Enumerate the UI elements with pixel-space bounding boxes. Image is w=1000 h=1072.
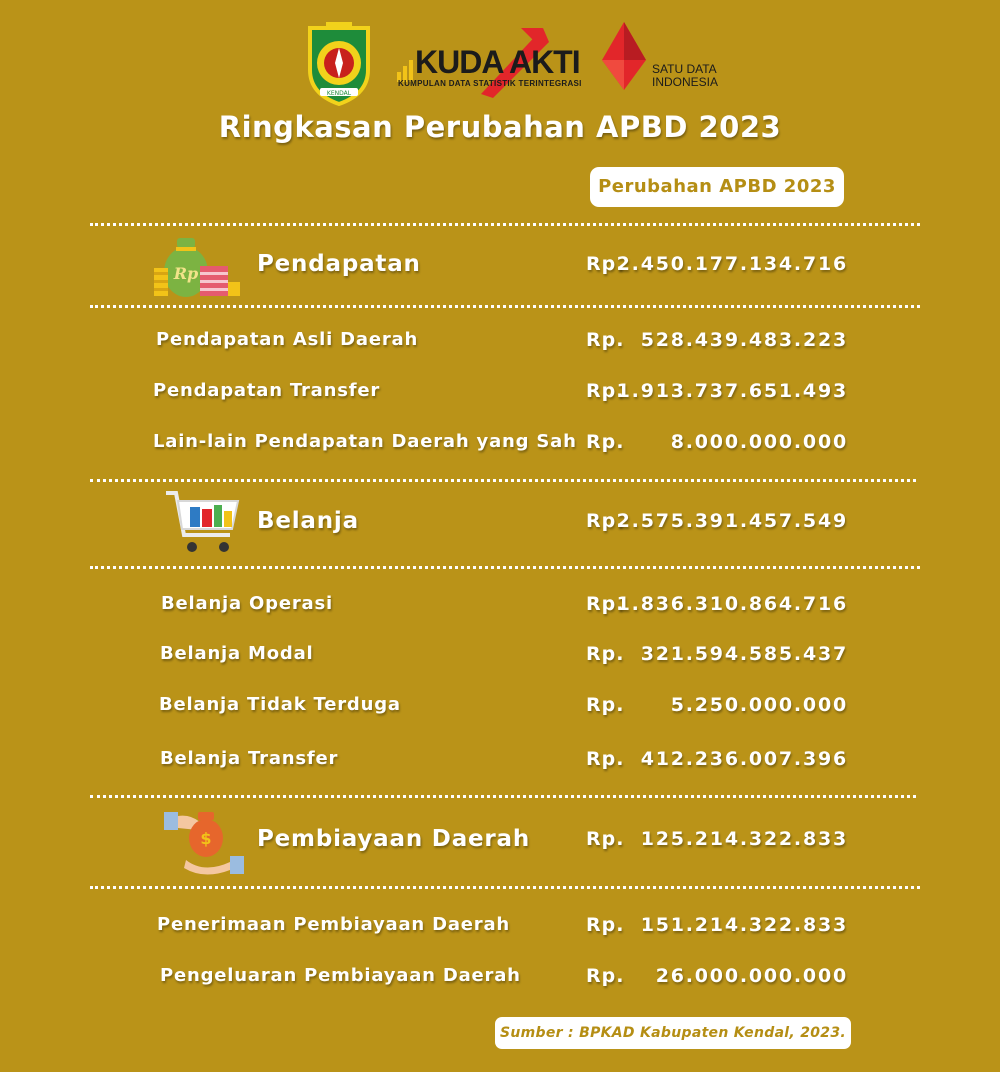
belanja-total-row: [0, 501, 1000, 541]
source-note: Sumber : BPKAD Kabupaten Kendal, 2023.: [495, 1017, 851, 1049]
row-label: Pengeluaran Pembiayaan Daerah: [160, 965, 521, 986]
table-row: [0, 320, 1000, 360]
column-header: Perubahan APBD 2023: [590, 167, 844, 207]
table-row: [0, 584, 1000, 624]
currency-label: Rp.: [586, 329, 625, 351]
divider: [90, 886, 920, 889]
section-title-pendapatan: Pendapatan: [257, 251, 421, 277]
row-label: Penerimaan Pembiayaan Daerah: [157, 914, 511, 935]
kendal-logo-text: KENDAL: [326, 90, 352, 97]
table-row: [0, 371, 1000, 411]
kuda-akti-tagline: KUMPULAN DATA STATISTIK TERINTEGRASI: [398, 79, 582, 88]
row-label: Belanja Modal: [160, 643, 314, 664]
row-value: 26.000.000.000: [655, 965, 848, 987]
currency-label: Rp.: [586, 253, 625, 275]
row-value: 1.913.737.651.493: [616, 380, 848, 402]
satu-data-indonesia-logo: [600, 20, 652, 92]
section-title-belanja: Belanja: [257, 508, 359, 534]
currency-label: Rp.: [586, 593, 625, 615]
divider: [90, 223, 920, 226]
logo-bar: [0, 16, 1000, 106]
currency-label: Rp.: [586, 828, 625, 850]
row-label: Belanja Transfer: [160, 748, 339, 769]
satu-data-line1: SATU DATA: [652, 62, 717, 76]
table-row: [0, 905, 1000, 945]
section-title-pembiayaan: Pembiayaan Daerah: [257, 826, 531, 852]
row-label: Belanja Operasi: [161, 593, 333, 614]
currency-label: Rp.: [586, 748, 625, 770]
divider: [90, 305, 920, 308]
table-row: [0, 739, 1000, 779]
satu-data-line2: INDONESIA: [652, 75, 719, 89]
table-row: [0, 685, 1000, 725]
satu-data-indonesia-text: [652, 63, 718, 89]
currency-label: Rp.: [586, 965, 625, 987]
currency-label: Rp.: [586, 510, 625, 532]
row-value: 5.250.000.000: [670, 694, 848, 716]
divider: [90, 795, 916, 798]
row-value: 8.000.000.000: [670, 431, 848, 453]
row-label: Lain-lain Pendapatan Daerah yang Sah: [153, 431, 577, 452]
row-label: Pendapatan Transfer: [153, 380, 381, 401]
pendapatan-total-row: [0, 244, 1000, 284]
row-value: 321.594.585.437: [640, 643, 848, 665]
belanja-total-value: 2.575.391.457.549: [616, 510, 848, 532]
row-value: 151.214.322.833: [640, 914, 848, 936]
pendapatan-total-value: 2.450.177.134.716: [616, 253, 848, 275]
pembiayaan-total-row: [0, 819, 1000, 859]
divider: [90, 566, 920, 569]
row-value: 412.236.007.396: [640, 748, 848, 770]
currency-label: Rp.: [586, 914, 625, 936]
page-title: Ringkasan Perubahan APBD 2023: [218, 110, 782, 144]
row-label: Belanja Tidak Terduga: [159, 694, 401, 715]
divider: [90, 479, 916, 482]
row-value: 528.439.483.223: [640, 329, 848, 351]
svg-text:$: $: [200, 829, 212, 848]
currency-label: Rp.: [586, 643, 625, 665]
row-value: 1.836.310.864.716: [616, 593, 848, 615]
currency-label: Rp.: [586, 431, 625, 453]
kuda-akti-name: KUDA AKTI: [415, 44, 580, 80]
svg-text:Rp: Rp: [173, 264, 199, 283]
currency-label: Rp.: [586, 694, 625, 716]
currency-label: Rp.: [586, 380, 625, 402]
table-row: [0, 634, 1000, 674]
kendal-crest-logo: [302, 18, 376, 106]
table-row: [0, 422, 1000, 462]
row-label: Pendapatan Asli Daerah: [156, 329, 419, 350]
pembiayaan-total-value: 125.214.322.833: [640, 828, 848, 850]
table-row: [0, 956, 1000, 996]
